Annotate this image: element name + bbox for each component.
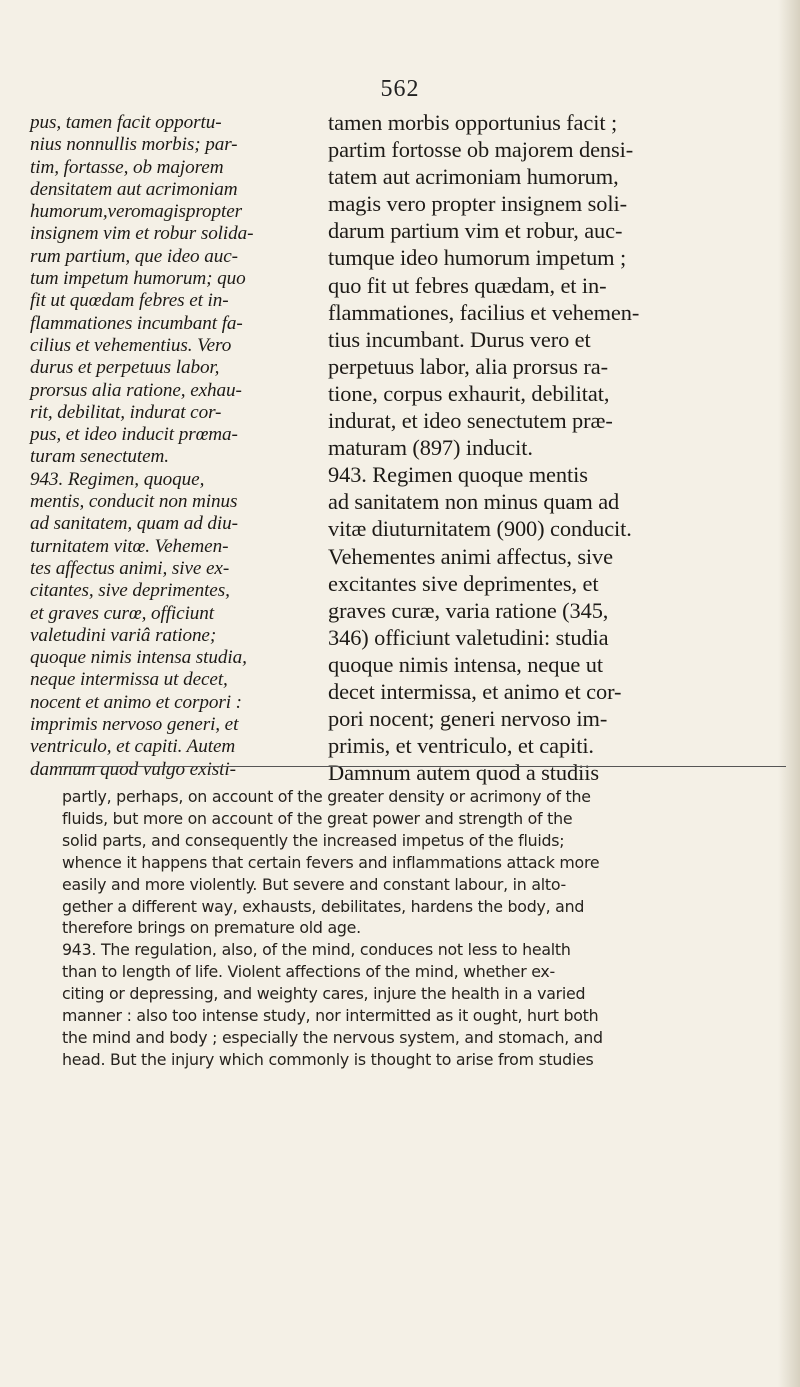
latin-annotation-line: turam senectutem. — [30, 446, 169, 468]
main-text-line: perpetuus labor, alia prorsus ra- — [328, 353, 608, 379]
latin-annotation-line: quoque nimis intensa studia, — [30, 647, 247, 669]
main-text-line: pori nocent; generi nervoso im- — [328, 706, 608, 732]
latin-annotation-column — [30, 112, 330, 781]
main-text-line: ad sanitatem non minus quam ad — [328, 489, 620, 515]
main-text-line: partim fortosse ob majorem densi- — [328, 137, 634, 163]
main-text-line: tione, corpus exhaurit, debilitat, — [328, 380, 610, 406]
main-text-line: primis, et ventriculo, et capiti. — [328, 733, 594, 759]
latin-annotation-line: insignem vim et robur solida- — [30, 223, 254, 245]
translation-line: therefore brings on premature old age. — [62, 918, 361, 938]
translation-line: partly, perhaps, on account of the greater density or acrimony of the — [62, 787, 591, 806]
translation-line: 943. The regulation, also, of the mind, conduces not less to health — [62, 940, 571, 960]
latin-annotation-line: nocent et animo et corpori : — [30, 691, 242, 713]
main-text-line: 943. Regimen quoque mentis — [328, 462, 588, 488]
latin-annotation-line: neque intermissa ut decet, — [30, 669, 228, 691]
translation-line: than to length of life. Violent affections of the mind, whether ex- — [62, 962, 555, 982]
latin-annotation-line: ventriculo, et capiti. Autem — [30, 736, 236, 758]
main-text-line: tius incumbant. Durus vero et — [328, 326, 591, 352]
main-text-line: indurat, et ideo senectutem præ- — [328, 408, 613, 434]
page-number: 562 — [380, 76, 420, 102]
page-edge-shadow — [778, 0, 800, 1387]
main-text-line: Vehementes animi affectus, sive — [328, 543, 613, 569]
translation-line: fluids, but more on account of the great power and strength of the — [62, 808, 573, 828]
footnote-divider — [62, 766, 786, 767]
latin-annotation-line: turnitatem vitœ. Vehemen- — [30, 535, 229, 557]
latin-annotation-line: fit ut quœdam febres et in- — [30, 290, 229, 312]
main-text-line: darum partium vim et robur, auc- — [328, 218, 623, 244]
main-text-line: excitantes sive deprimentes, et — [328, 570, 599, 596]
latin-annotation-line: damnum quod vulgo existi- — [30, 758, 236, 780]
latin-annotation-line: imprimis nervoso generi, et — [30, 714, 239, 736]
main-text-line: tumque ideo humorum impetum ; — [328, 245, 627, 271]
main-text-line: flammationes, facilius et vehemen- — [328, 299, 640, 325]
main-text-line: quo fit ut febres quædam, et in- — [328, 272, 607, 298]
translation-line: solid parts, and consequently the increased impetus of the fluids; — [62, 830, 565, 850]
main-text-line: tamen morbis opportunius facit ; — [328, 110, 618, 135]
latin-annotation-line: citantes, sive deprimentes, — [30, 580, 230, 602]
latin-annotation-line: ad sanitatem, quam ad diu- — [30, 513, 238, 535]
latin-annotation-line: 943. Regimen, quoque, — [30, 468, 205, 490]
latin-annotation-line: pus, et ideo inducit prœma- — [30, 424, 238, 446]
latin-annotation-line: rit, debilitat, indurat cor- — [30, 401, 222, 423]
latin-annotation-line: densitatem aut acrimoniam — [30, 178, 238, 200]
latin-annotation-line: prorsus alia ratione, exhau- — [30, 379, 242, 401]
latin-annotation-line: humorum,veromagispropter — [30, 201, 243, 223]
main-text-line: quoque nimis intensa, neque ut — [328, 651, 603, 677]
translation-line: whence it happens that certain fevers and inflammations attack more — [62, 852, 600, 872]
translation-line: head. But the injury which commonly is thought to arise from studies — [62, 1049, 594, 1069]
latin-annotation-line: pus, tamen facit opportu- — [30, 112, 222, 133]
translation-line: gether a different way, exhausts, debilitates, hardens the body, and — [62, 896, 585, 916]
main-text-line: maturam (897) inducit. — [328, 435, 533, 461]
main-text-line: decet intermissa, et animo et cor- — [328, 678, 622, 704]
latin-annotation-line: et graves curœ, officiunt — [30, 602, 215, 624]
main-text-line: tatem aut acrimoniam humorum, — [328, 164, 619, 190]
main-text-line: vitæ diuturnitatem (900) conducit. — [328, 516, 632, 542]
latin-annotation-line: cilius et vehementius. Vero — [30, 334, 232, 356]
latin-annotation-line: flammationes incumbant fa- — [30, 312, 243, 334]
main-text-line: graves curæ, varia ratione (345, — [328, 597, 609, 623]
main-latin-text-column — [328, 109, 772, 786]
translation-line: citing or depressing, and weighty cares, injure the health in a varied — [62, 984, 586, 1004]
latin-annotation-line: tim, fortasse, ob majorem — [30, 156, 224, 178]
latin-annotation-line: mentis, conducit non minus — [30, 491, 238, 513]
translation-line: easily and more violently. But severe and constant labour, in alto- — [62, 874, 567, 894]
main-text-line: magis vero propter insignem soli- — [328, 191, 627, 217]
latin-annotation-line: valetudini variâ ratione; — [30, 624, 217, 646]
latin-annotation-line: durus et perpetuus labor, — [30, 357, 220, 379]
latin-annotation-line: tes affectus animi, sive ex- — [30, 557, 230, 579]
translation-line: manner : also too intense study, nor intermitted as it ought, hurt both — [62, 1006, 599, 1026]
latin-annotation-line: nius nonnullis morbis; par- — [30, 134, 238, 156]
english-translation-block — [62, 786, 774, 1071]
latin-annotation-line: rum partium, que ideo auc- — [30, 245, 238, 267]
main-text-line: 346) officiunt valetudini: studia — [328, 624, 609, 650]
latin-annotation-line: tum impetum humorum; quo — [30, 268, 246, 290]
main-text-line: Damnum autem quod a studiis — [328, 760, 599, 786]
translation-line: the mind and body ; especially the nervous system, and stomach, and — [62, 1027, 603, 1047]
